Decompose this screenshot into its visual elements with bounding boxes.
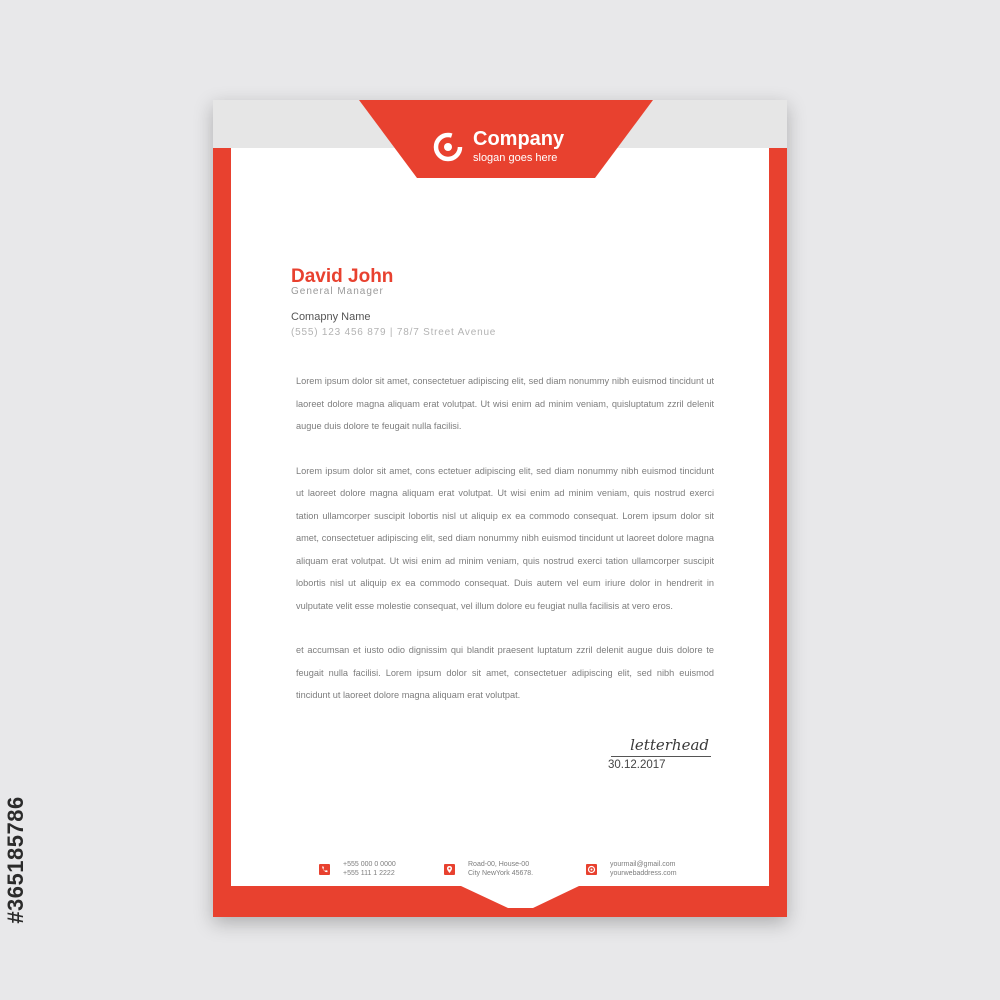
footer-contacts <box>319 860 719 884</box>
sender-contact: (555) 123 456 879 | 78/7 Street Avenue <box>291 327 497 338</box>
phone-line-2: +555 111 1 2222 <box>343 870 395 877</box>
web-address[interactable]: yourwebaddress.com <box>610 870 677 877</box>
signature-block <box>607 736 717 776</box>
right-red-border <box>769 148 787 900</box>
signature-line <box>611 756 711 757</box>
footer-phone <box>319 860 429 884</box>
signature-script: letterhead <box>630 736 709 754</box>
footer-address <box>444 860 564 884</box>
phone-icon <box>319 864 330 875</box>
phone-line-1: +555 000 0 0000 <box>343 861 396 868</box>
body-paragraph: et accumsan et iusto odio dignissim qui blandit praesent luptatum zzril delenit augue duis dolore te feugait nulla facilisi. Lorem ipsum dolor sit amet, consectetuer adipiscing elit, sed nibh euismod tincidunt ut laoreet dolore magna aliquam erat volutpat. <box>296 645 714 700</box>
address-line-2: City NewYork 45678. <box>468 870 534 877</box>
email-icon <box>586 864 597 875</box>
stock-id <box>2 740 30 980</box>
body-paragraph: Lorem ipsum dolor sit amet, cons ectetuer adipiscing elit, sed diam nonummy nibh euismod tincidunt ut laoreet dolore magna aliquam erat volutpat. Ut wisi enim ad minim veniam, quis nostrud exerci tation ullamcorper suscipit lobortis nisl ut aliquip ex ea commodo consequat. Lorem ipsum dolor sit amet, consectetuer adipiscing elit, sed diam nonummy nibh euismod tincidunt ut laoreet dolore magna aliquam erat volutpat. Ut wisi enim ad minim veniam, quis nostrud exerci tation ullamcorper suscipit lobortis nisl ut aliquip ex ea commodo consequat. Duis autem vel eum iriure dolor in hendrerit in vulputate velit esse molestie consequat, vel illum dolore eu feugiat nulla facilisis at vero eros. <box>296 465 714 611</box>
letterhead-sheet <box>213 100 787 917</box>
sender-company: Comapny Name <box>291 311 371 323</box>
company-slogan: slogan goes here <box>473 152 558 164</box>
address-line-1: Road-00, House-00 <box>468 861 530 868</box>
location-pin-icon <box>444 864 455 875</box>
signature-date: 30.12.2017 <box>608 759 666 771</box>
company-logo <box>431 128 591 168</box>
swirl-logo-icon <box>431 130 465 164</box>
company-name: Company <box>473 128 565 150</box>
letter-body <box>296 370 714 729</box>
email-address[interactable]: yourmail@gmail.com <box>610 861 676 868</box>
footer-red-band <box>213 886 787 917</box>
stock-id-text: #365185786 <box>3 796 28 924</box>
body-paragraph: Lorem ipsum dolor sit amet, consectetuer adipiscing elit, sed diam nonummy nibh euismod tincidunt ut laoreet dolore magna aliquam erat volutpat. Ut wisi enim ad minim veniam, quisluptatum zzril delenit augue duis dolore te feugait nulla facilisi. <box>296 376 714 431</box>
left-red-border <box>213 148 231 900</box>
sender-name: David John <box>291 266 394 287</box>
sender-title: General Manager <box>291 286 384 297</box>
footer-web <box>586 860 716 884</box>
